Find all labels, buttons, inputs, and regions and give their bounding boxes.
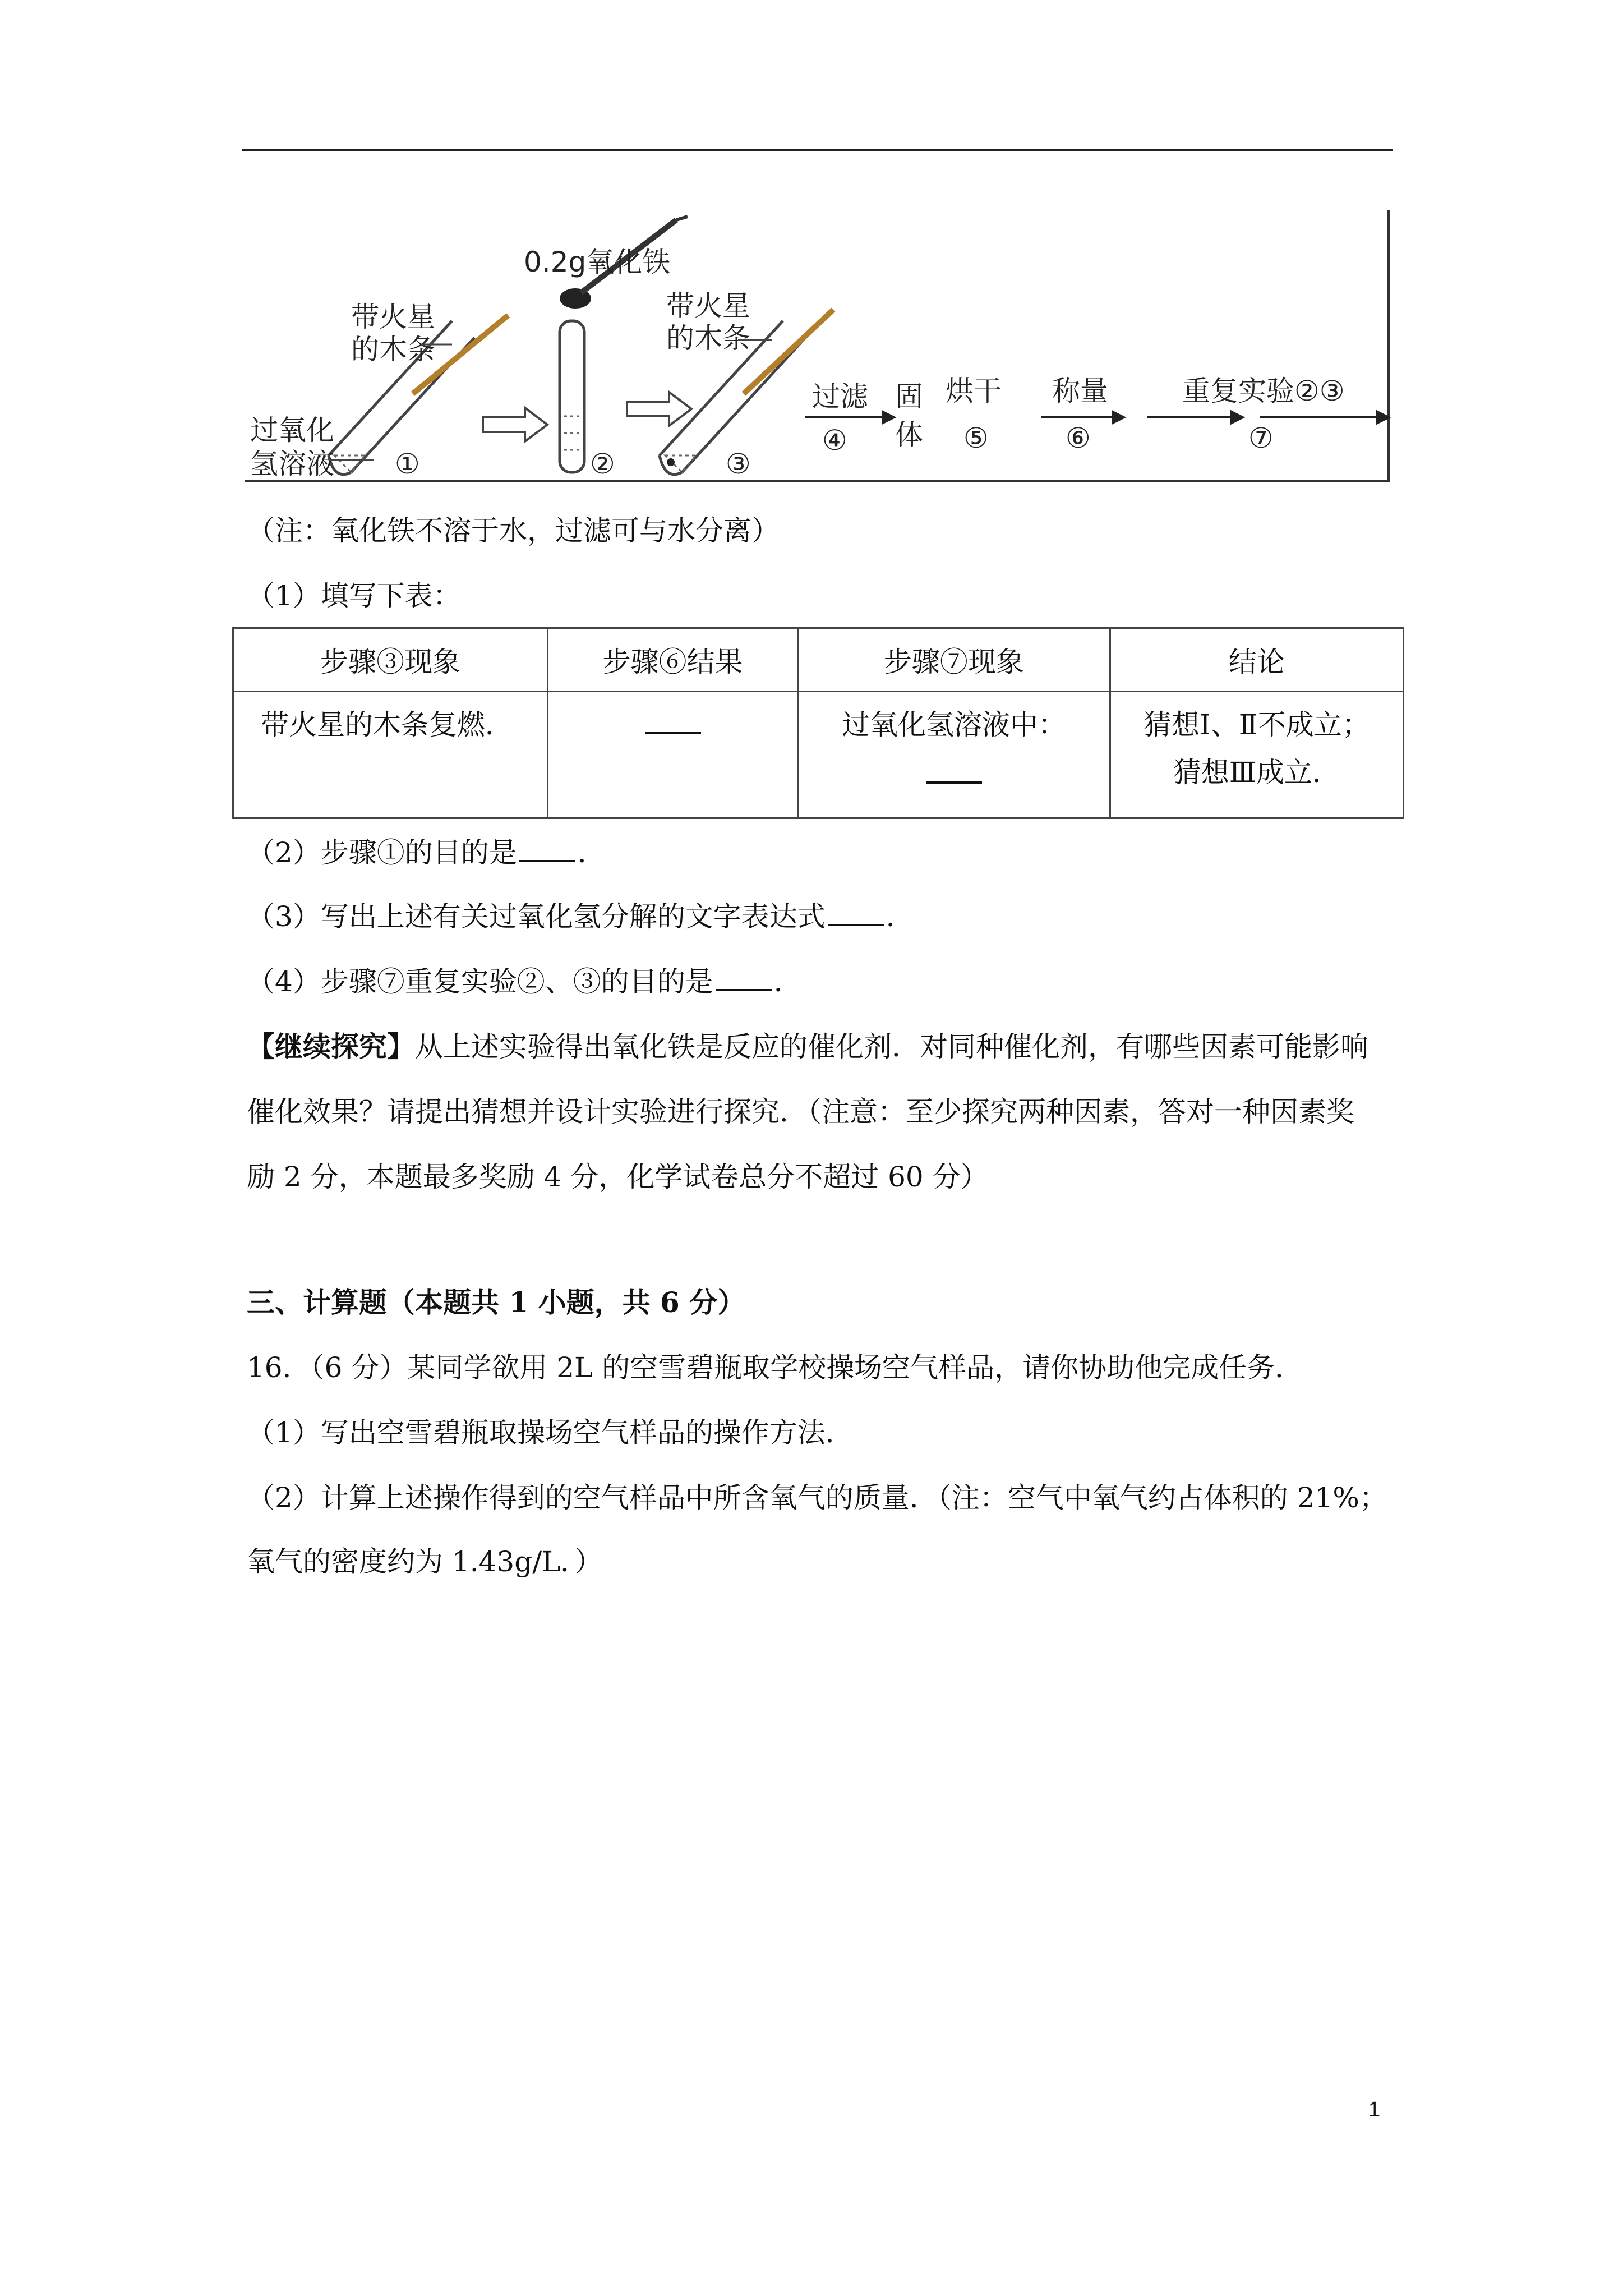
splint-label-1-b: 的木条	[351, 333, 435, 366]
splint-label-1: 带火星	[351, 301, 435, 333]
question-1-intro: （1）填写下表：	[247, 579, 461, 612]
question-2-text: （2）步骤①的目的是	[247, 836, 517, 869]
explore-line-1	[247, 1029, 1368, 1065]
question-4	[247, 964, 802, 1000]
solution-label-b: 氢溶液	[250, 448, 334, 480]
question-2	[247, 835, 606, 871]
answer-blank[interactable]	[519, 840, 575, 862]
period: ．	[886, 900, 914, 933]
splint-label-2-b: 的木条	[666, 322, 750, 355]
table-cell	[548, 692, 798, 818]
table-header-row	[233, 628, 1404, 692]
splint-label-2: 带火星	[666, 289, 750, 322]
table-cell	[1110, 692, 1403, 818]
question-4-text: （4）步骤⑦重复实验②、③的目的是	[247, 965, 713, 998]
hollow-arrow-2	[627, 392, 691, 426]
weigh-label: 称量	[1052, 375, 1108, 407]
answer-blank[interactable]	[828, 904, 884, 926]
observation-step3: 带火星的木条复燃．	[261, 708, 513, 741]
table-row	[233, 692, 1404, 818]
question-16-part-2: （2）计算上述操作得到的空气样品中所含氧气的质量．（注：空气中氧气约占体积的 21%；	[247, 1481, 1387, 1514]
conclusion-line-1: 猜想Ⅰ、Ⅱ不成立；	[1144, 708, 1370, 741]
results-table	[232, 627, 1404, 819]
answer-blank[interactable]	[645, 710, 701, 734]
repeat-label: 重复实验②③	[1182, 375, 1345, 407]
step-2-number: ②	[590, 448, 615, 480]
table-header-cell: 步骤⑥结果	[548, 628, 798, 692]
solid-label-b: 体	[895, 418, 923, 451]
observation-step7: 过氧化氢溶液中：	[841, 708, 1066, 741]
table-header-cell: 步骤③现象	[233, 628, 548, 692]
conclusion-line-2: 猜想Ⅲ成立．	[1173, 756, 1341, 789]
table-cell	[798, 692, 1110, 818]
table-header-cell: 步骤⑦现象	[798, 628, 1110, 692]
explore-text: 从上述实验得出氧化铁是反应的催化剂．对同种催化剂，有哪些因素可能影响	[415, 1030, 1368, 1063]
header-rule	[242, 149, 1393, 151]
dry-label: 烘干	[946, 375, 1002, 407]
reagent-label: 0.2g氧化铁	[524, 246, 671, 278]
hollow-arrow-1	[483, 408, 547, 441]
step-3-number: ③	[726, 448, 751, 480]
question-16-part-1: （1）写出空雪碧瓶取操场空气样品的操作方法．	[247, 1416, 854, 1449]
explore-tag: 【继续探究】	[247, 1030, 415, 1063]
section-3-title: 三、计算题（本题共 1 小题，共 6 分）	[247, 1286, 746, 1319]
dry-number: ⑤	[963, 422, 989, 454]
question-16: 16．（6 分）某同学欲用 2L 的空雪碧瓶取学校操场空气样品，请你协助他完成任务．	[247, 1351, 1303, 1384]
figure-note: （注：氧化铁不溶于水，过滤可与水分离）	[247, 514, 780, 547]
repeat-number: ⑦	[1248, 422, 1274, 454]
question-16-part-2-b: 氧气的密度约为 1.43g/L．）	[247, 1545, 603, 1578]
step-1-number: ①	[395, 448, 420, 480]
explore-line-2: 催化效果？请提出猜想并设计实验进行探究．（注意：至少探究两种因素，答对一种因素奖	[247, 1096, 1354, 1128]
table-cell	[233, 692, 548, 818]
question-3-text: （3）写出上述有关过氧化氢分解的文字表达式	[247, 900, 826, 933]
answer-blank[interactable]	[926, 759, 982, 784]
table-header-cell: 结论	[1110, 628, 1403, 692]
filter-label: 过滤	[812, 380, 868, 413]
solution-label: 过氧化	[250, 414, 334, 447]
period: ．	[577, 836, 606, 869]
explore-line-3: 励 2 分，本题最多奖励 4 分，化学试卷总分不超过 60 分）	[247, 1161, 989, 1193]
weigh-number: ⑥	[1066, 422, 1091, 454]
question-3	[247, 899, 914, 935]
experiment-figure	[245, 209, 1391, 484]
period: ．	[773, 965, 802, 998]
answer-blank[interactable]	[716, 969, 772, 991]
experiment-diagram	[245, 209, 1391, 484]
filter-number: ④	[822, 424, 847, 457]
solid-label: 固	[895, 380, 923, 413]
page-number: 1	[1368, 2098, 1381, 2122]
